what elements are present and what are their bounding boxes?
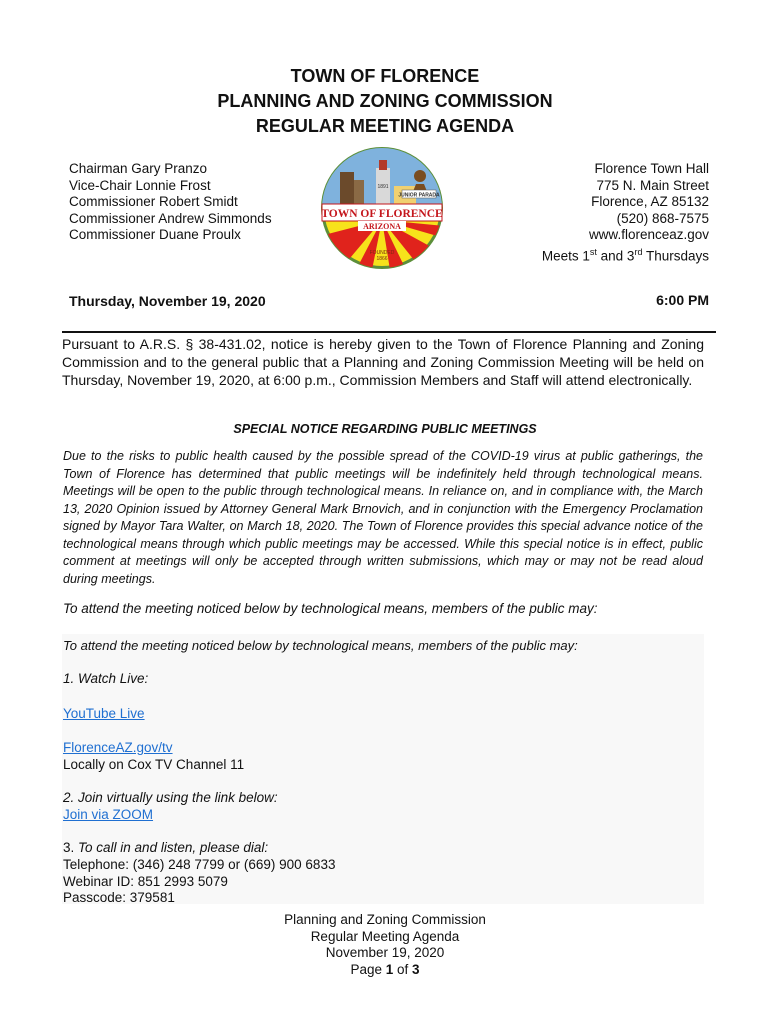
- page-number: Page 1 of 3: [350, 961, 420, 977]
- contact-website: www.florenceaz.gov: [588, 227, 709, 242]
- zoom-link[interactable]: Join via ZOOM: [63, 807, 154, 822]
- seal-state-text: ARIZONA: [363, 222, 401, 231]
- webinar-id: Webinar ID: 851 2993 5079: [63, 874, 228, 889]
- panel-intro: To attend the meeting noticed below by technological means, members of the public may:: [63, 638, 578, 653]
- meeting-time: 6:00 PM: [656, 292, 709, 308]
- special-notice-paragraph: Due to the risks to public health caused by the possible spread of the COVID-19 virus at public gatherings, the Town of Florence has determined that public meetings will be indefinitely held through technological means. Meetings will be open to the public through technological means. In reliance on, and in compliance with, the March 13, 2020 Opinion issued by Attorney General Mark Brnovich, and in conjunction with the Emergency Proclamation signed by Mayor Tara Walter, on March 18, 2020. The Town of Florence provides this special advance notice of the technological means through which public meetings may be accessed. While this special notice is in effect, public comment at meetings will only be accepted through written submissions, which may or may not be read aloud during meetings.: [63, 449, 703, 586]
- town-seal-logo: [320, 146, 444, 270]
- youtube-live-link[interactable]: YouTube Live: [63, 706, 145, 721]
- footer-date: November 19, 2020: [325, 945, 445, 960]
- passcode: Passcode: 379581: [63, 890, 175, 905]
- seal-tag-text: JUNIOR PARADA: [398, 192, 440, 199]
- commissioner-simmonds: Commissioner Andrew Simmonds: [69, 210, 272, 226]
- call-in-heading: 3. To call in and listen, please dial:: [63, 840, 269, 855]
- commissioner-list: [69, 161, 272, 244]
- cox-channel-text: Locally on Cox TV Channel 11: [63, 757, 245, 772]
- join-virtual-heading: 2. Join virtually using the link below:: [63, 790, 278, 805]
- contact-street: 775 N. Main Street: [596, 177, 709, 193]
- seal-founded-text: FOUNDED: [369, 250, 395, 256]
- florence-tv-link[interactable]: FlorenceAZ.gov/tv: [63, 740, 173, 755]
- commissioner-vice-chair: Vice-Chair Lonnie Frost: [69, 177, 211, 193]
- special-notice-heading: SPECIAL NOTICE REGARDING PUBLIC MEETINGS: [233, 422, 537, 436]
- commissioner-smidt: Commissioner Robert Smidt: [69, 194, 238, 209]
- seal-founded-year: 1866: [376, 256, 388, 262]
- footer-agenda: Regular Meeting Agenda: [310, 928, 460, 944]
- telephone-numbers: Telephone: (346) 248 7799 or (669) 900 6833: [63, 857, 336, 872]
- document-title-agenda: REGULAR MEETING AGENDA: [255, 116, 515, 136]
- attend-intro: To attend the meeting noticed below by technological means, members of the public may:: [63, 601, 598, 616]
- meeting-date: Thursday, November 19, 2020: [69, 293, 266, 309]
- footer-commission: Planning and Zoning Commission: [284, 912, 486, 927]
- page-footer: [0, 912, 770, 978]
- contact-block: [542, 161, 709, 265]
- contact-phone: (520) 868-7575: [616, 210, 709, 226]
- contact-city: Florence, AZ 85132: [591, 194, 709, 209]
- watch-live-heading: 1. Watch Live:: [63, 671, 149, 686]
- seal-year-text: 1891: [377, 184, 389, 190]
- divider-rule: [62, 331, 716, 333]
- meeting-schedule: Meets 1st and 3rd Thursdays: [541, 246, 709, 263]
- document-title-commission: PLANNING AND ZONING COMMISSION: [217, 91, 553, 111]
- commissioner-chairman: Chairman Gary Pranzo: [69, 161, 208, 176]
- contact-name: Florence Town Hall: [594, 161, 709, 176]
- commissioner-proulx: Commissioner Duane Proulx: [69, 227, 241, 242]
- public-notice-paragraph: Pursuant to A.R.S. § 38-431.02, notice is hereby given to the Town of Florence Planning and Zoning Commission and to the general public that a Planning and Zoning Commission Meeting will be held on Thursday, November 19, 2020, at 6:00 p.m., Commission Members and Staff will attend electronically.: [62, 336, 704, 388]
- document-title-town: TOWN OF FLORENCE: [290, 66, 480, 86]
- seal-banner-text: TOWN OF FLORENCE: [321, 208, 443, 220]
